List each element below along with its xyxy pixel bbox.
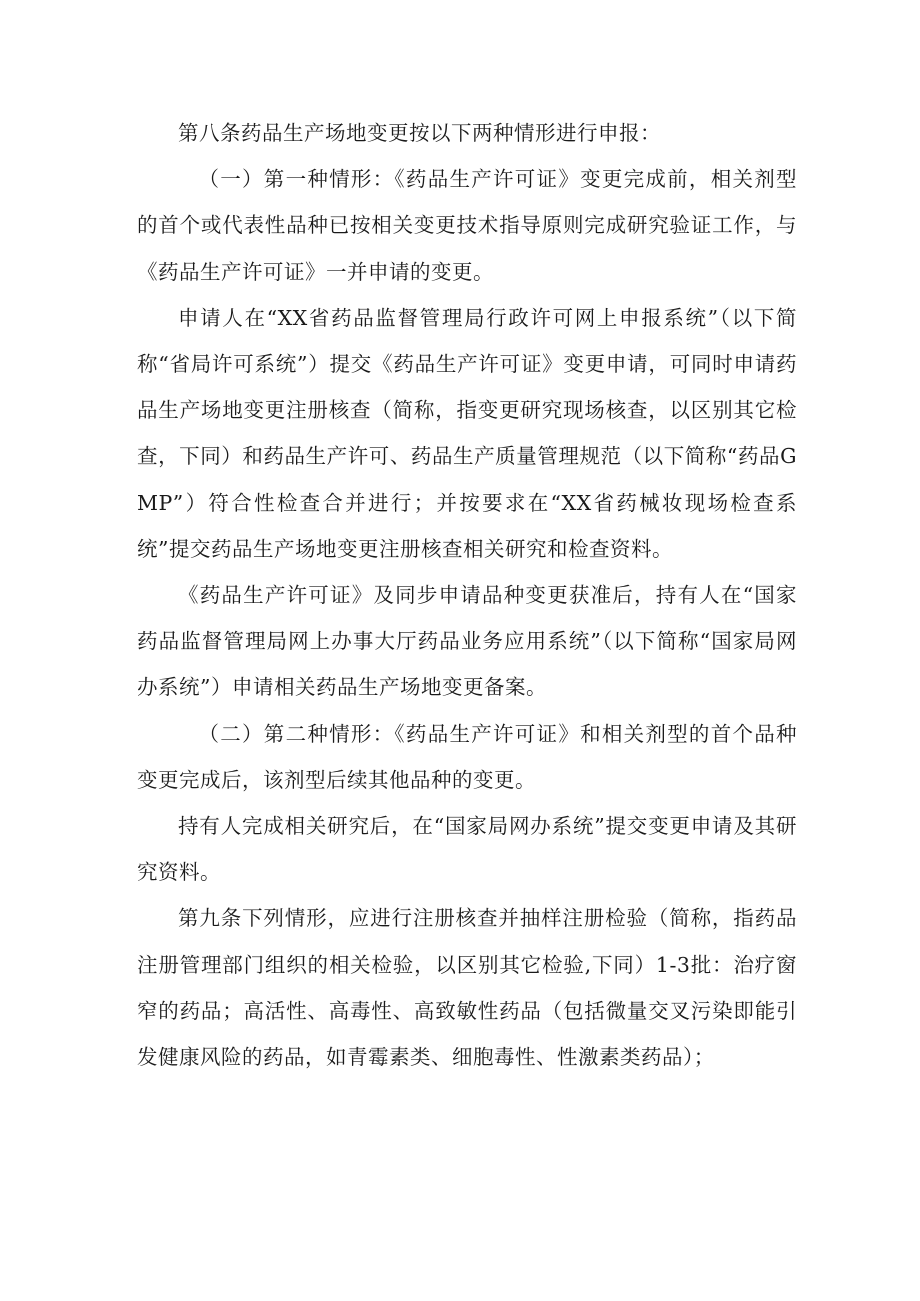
case-two-paragraph: （二）第二种情形：《药品生产许可证》和相关剂型的首个品种变更完成后，该剂型后续其他品种的变更。: [137, 721, 797, 792]
license-approval-paragraph: 《药品生产许可证》及同步申请品种变更获准后，持有人在“国家药品监督管理局网上办事大厅药品业务应用系统”（以下简称“国家局网办系统”）申请相关药品生产场地变更备案。: [137, 583, 797, 700]
article-8-intro: 第八条药品生产场地变更按以下两种情形进行申报：: [178, 121, 661, 145]
article-9-paragraph: 第九条下列情形，应进行注册核查并抽样注册检验（简称，指药品注册管理部门组织的相关检验，以区别其它检验,下同）1-3批：治疗窗窄的药品；高活性、高毒性、高致敏性药品（包括微量交叉污染即能引发健康风险的药品，如青霉素类、细胞毒性、性激素类药品）；: [137, 906, 797, 1070]
case-one-paragraph: （一）第一种情形：《药品生产许可证》变更完成前，相关剂型的首个或代表性品种已按相关变更技术指导原则完成研究验证工作，与《药品生产许可证》一并申请的变更。: [137, 167, 797, 284]
document-body: [137, 110, 797, 1080]
applicant-procedure-paragraph: 申请人在“XX省药品监督管理局行政许可网上申报系统”（以下简称“省局许可系统”）提交《药品生产许可证》变更申请，可同时申请药品生产场地变更注册核查（简称，指变更研究现场核查，以区别其它检查，下同）和药品生产许可、药品生产质量管理规范（以下简称“药品GMP”）符合性检查合并进行；并按要求在“XX省药械妆现场检查系统”提交药品生产场地变更注册核查相关研究和检查资料。: [137, 305, 797, 561]
holder-submission-paragraph: 持有人完成相关研究后，在“国家局网办系统”提交变更申请及其研究资料。: [137, 814, 797, 885]
